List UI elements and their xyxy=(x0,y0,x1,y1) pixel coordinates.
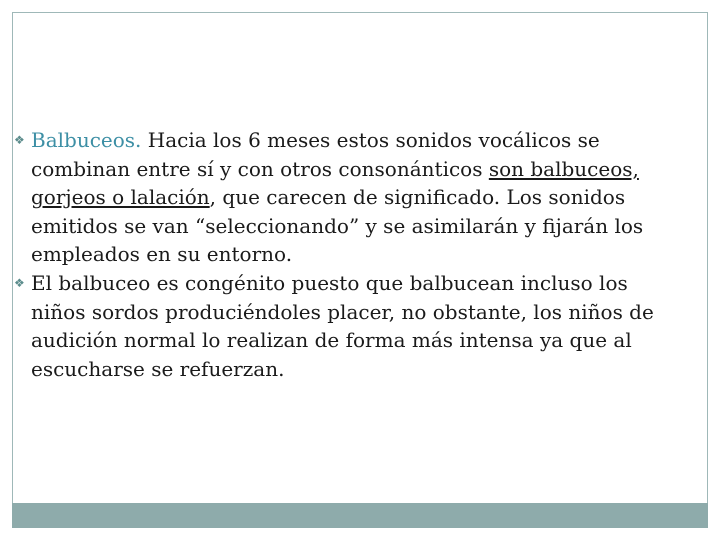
paragraph-text: , que carecen de significado. Los sonidos emitidos se van “seleccionando” y se asimilarán y fijarán los empleados en su entorno. xyxy=(31,185,644,267)
diamond-bullet-icon: ❖ xyxy=(14,275,25,290)
bullet-item-congenito xyxy=(14,269,684,383)
paragraph-text: El balbuceo es congénito puesto que balbucean incluso los niños sordos produciéndoles placer, no obstante, los niños de audición normal lo realizan de forma más intensa ya que al escucharse se refuerzan. xyxy=(31,270,654,381)
slide-footer-bar xyxy=(12,503,708,528)
slide-content xyxy=(14,126,684,383)
paragraph-text: Hacia los 6 meses estos sonidos vocálicos se combinan entre sí y con otros consonánticos xyxy=(31,128,600,181)
underlined-text: son balbuceos, gorjeos o lalación xyxy=(31,156,639,210)
term-balbuceos: Balbuceos. xyxy=(31,128,142,152)
diamond-bullet-icon: ❖ xyxy=(14,133,25,147)
bullet-item-balbuceos xyxy=(14,126,684,269)
